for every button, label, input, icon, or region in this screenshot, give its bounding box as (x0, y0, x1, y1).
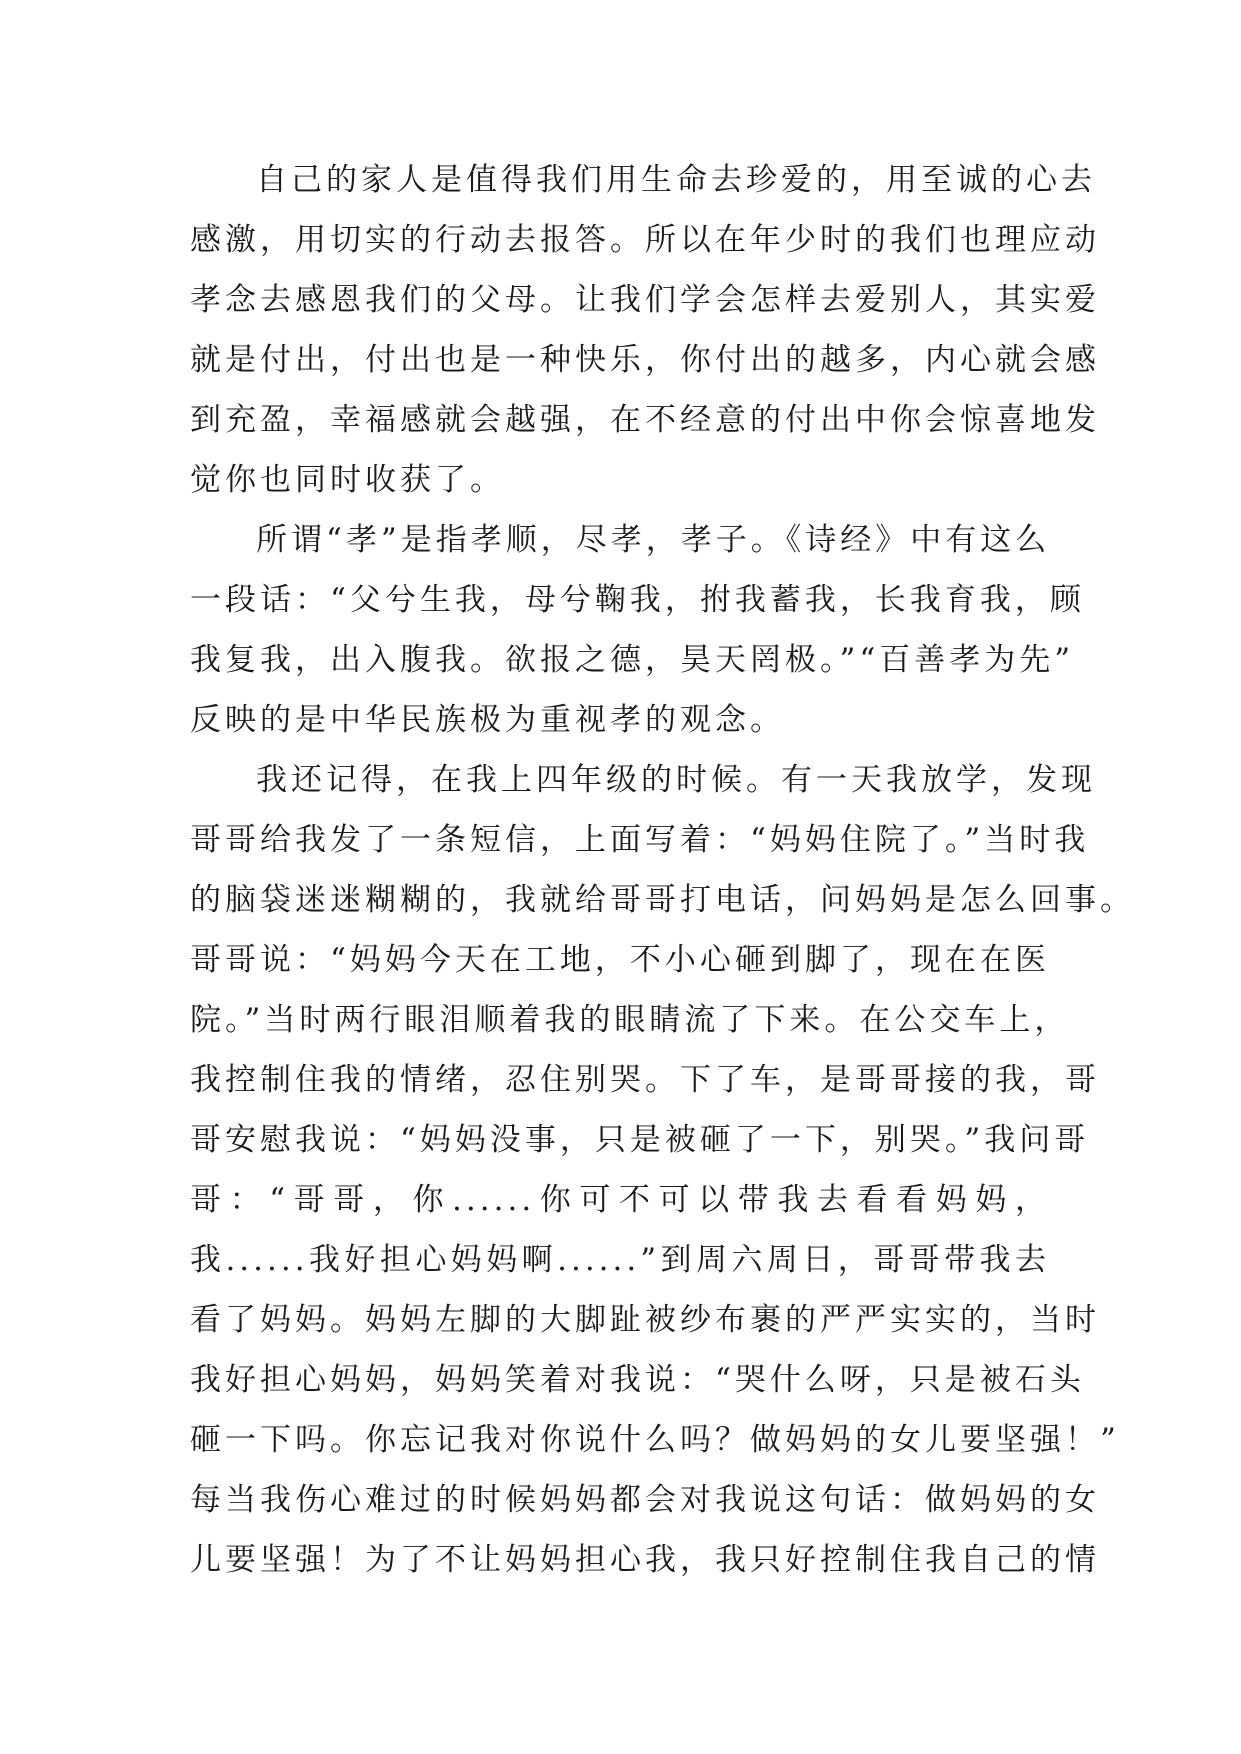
text-line: 所谓“孝”是指孝顺，尽孝，孝子。《诗经》中有这么 (256, 522, 1051, 558)
paragraph-memory (190, 750, 1135, 1590)
text-line: 就是付出，付出也是一种快乐，你付出的越多，内心就会感 (190, 342, 1100, 378)
text-line: 自己的家人是值得我们用生命去珍爱的，用至诚的心去 (256, 162, 1096, 198)
text-line: 我控制住我的情绪，忍住别哭。下了车，是哥哥接的我，哥 (190, 1062, 1100, 1098)
document-body (190, 150, 1135, 1590)
text-line: 觉你也同时收获了。 (190, 462, 505, 498)
text-line: 我还记得，在我上四年级的时候。有一天我放学，发现 (256, 762, 1096, 798)
text-line: 反映的是中华民族极为重视孝的观念。 (190, 702, 785, 738)
text-line: 我好担心妈妈，妈妈笑着对我说：“哭什么呀，只是被石头 (190, 1362, 1085, 1398)
text-line: 哥安慰我说：“妈妈没事，只是被砸了一下，别哭。”我问哥 (190, 1122, 1090, 1158)
text-line: 我......我好担心妈妈啊......”到周六周日，哥哥带我去 (190, 1242, 1050, 1278)
text-line: 看了妈妈。妈妈左脚的大脚趾被纱布裹的严严实实的，当时 (190, 1302, 1100, 1338)
text-line: 我复我，出入腹我。欲报之德，昊天罔极。”“百善孝为先” (190, 642, 1075, 678)
paragraph-filial-piety (190, 510, 1085, 750)
text-line: 哥哥说：“妈妈今天在工地，不小心砸到脚了，现在在医 (190, 942, 1050, 978)
text-line: 孝念去感恩我们的父母。让我们学会怎样去爱别人，其实爱 (190, 282, 1100, 318)
paragraph-family-love (190, 150, 1100, 510)
text-line: 院。”当时两行眼泪顺着我的眼睛流了下来。在公交车上， (190, 1002, 1070, 1038)
text-line: 砸一下吗。你忘记我对你说什么吗？做妈妈的女儿要坚强！” (190, 1422, 1120, 1458)
text-line: 的脑袋迷迷糊糊的，我就给哥哥打电话，问妈妈是怎么回事。 (190, 882, 1135, 918)
text-line: 哥哥给我发了一条短信，上面写着：“妈妈住院了。”当时我 (190, 822, 1090, 858)
text-line: 哥：“哥哥，你......你可不可以带我去看看妈妈， (190, 1182, 1050, 1218)
text-line: 感激，用切实的行动去报答。所以在年少时的我们也理应动 (190, 222, 1100, 258)
text-line: 每当我伤心难过的时候妈妈都会对我说这句话：做妈妈的女 (190, 1482, 1100, 1518)
text-line: 儿要坚强！为了不让妈妈担心我，我只好控制住我自己的情 (190, 1542, 1100, 1578)
text-line: 到充盈，幸福感就会越强，在不经意的付出中你会惊喜地发 (190, 402, 1100, 438)
text-line: 一段话：“父兮生我，母兮鞠我，拊我蓄我，长我育我，顾 (190, 582, 1085, 618)
